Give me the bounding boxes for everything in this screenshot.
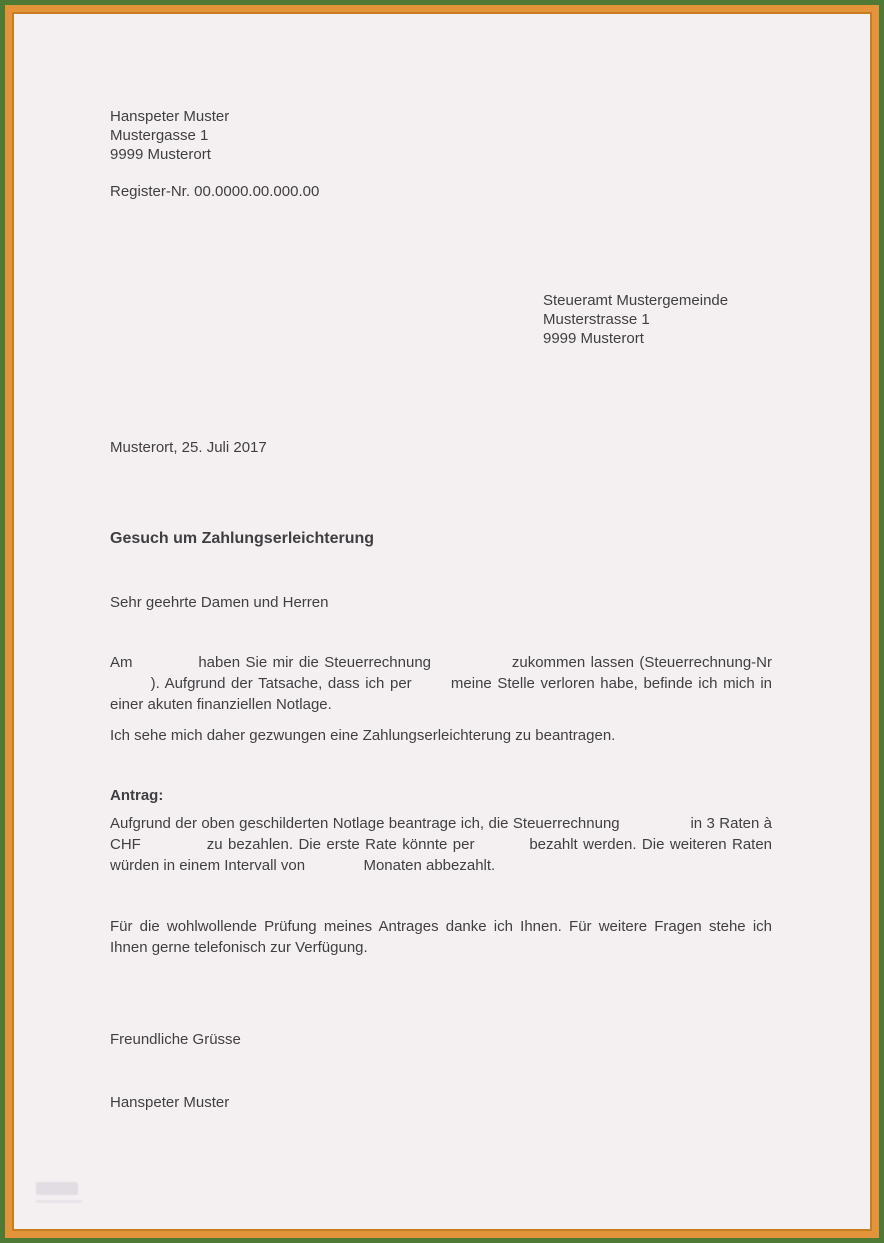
recipient-address-block [543,291,776,348]
salutation: Sehr geehrte Damen und Herren [110,594,329,611]
paragraph-request-note: Ich sehe mich daher gezwungen eine Zahlungserleichterung zu beantragen. [110,727,616,744]
blank-field [146,847,201,849]
recipient-name: Steueramt Mustergemeinde [543,292,729,309]
signature-name: Hanspeter Muster [110,1094,230,1111]
blank-field [624,826,686,828]
watermark [36,1182,84,1203]
date-line: Musterort, 25. Juli 2017 [110,439,267,456]
sender-city: 9999 Musterort [110,146,211,163]
blank-field [309,868,359,870]
subject-line: Gesuch um Zahlungserleichterung [110,530,375,547]
recipient-city: 9999 Musterort [543,330,644,347]
recipient-street: Musterstrasse 1 [543,311,650,328]
letter-page [14,14,870,1229]
watermark-smudge [36,1182,78,1195]
blank-field [480,847,524,849]
blank-field [110,686,145,688]
paragraph-antrag: Aufgrund der oben geschilderten Notlage beantrage ich, die Steuerrechnung in 3 Raten à CHF zu bezahlen. Die erste Rate könnte per bezahlt werden. Die weiteren Raten würden in einem Intervall von Monaten abbezahlt. [110,815,773,874]
blank-field [436,665,506,667]
blank-field [417,686,445,688]
watermark-underline [36,1200,82,1203]
sender-street: Mustergasse 1 [110,127,209,144]
sender-address-block [110,107,776,164]
closing-greeting: Freundliche Grüsse [110,1031,241,1048]
register-number: Register-Nr. 00.0000.00.000.00 [110,183,320,200]
blank-field [138,665,193,667]
sender-name: Hanspeter Muster [110,108,230,125]
paragraph-closing: Für die wohlwollende Prüfung meines Antrages danke ich Ihnen. Für weitere Fragen stehe ich Ihnen gerne telefonisch zur Verfügung. [110,918,772,956]
paragraph-opening: Am haben Sie mir die Steuerrechnung zukommen lassen (Steuerrechnung-Nr ). Aufgrund der Tatsache, dass ich per meine Stelle verloren habe, befinde ich mich in einer akuten finanziellen Notlage. [110,654,773,713]
antrag-heading: Antrag: [110,787,164,804]
